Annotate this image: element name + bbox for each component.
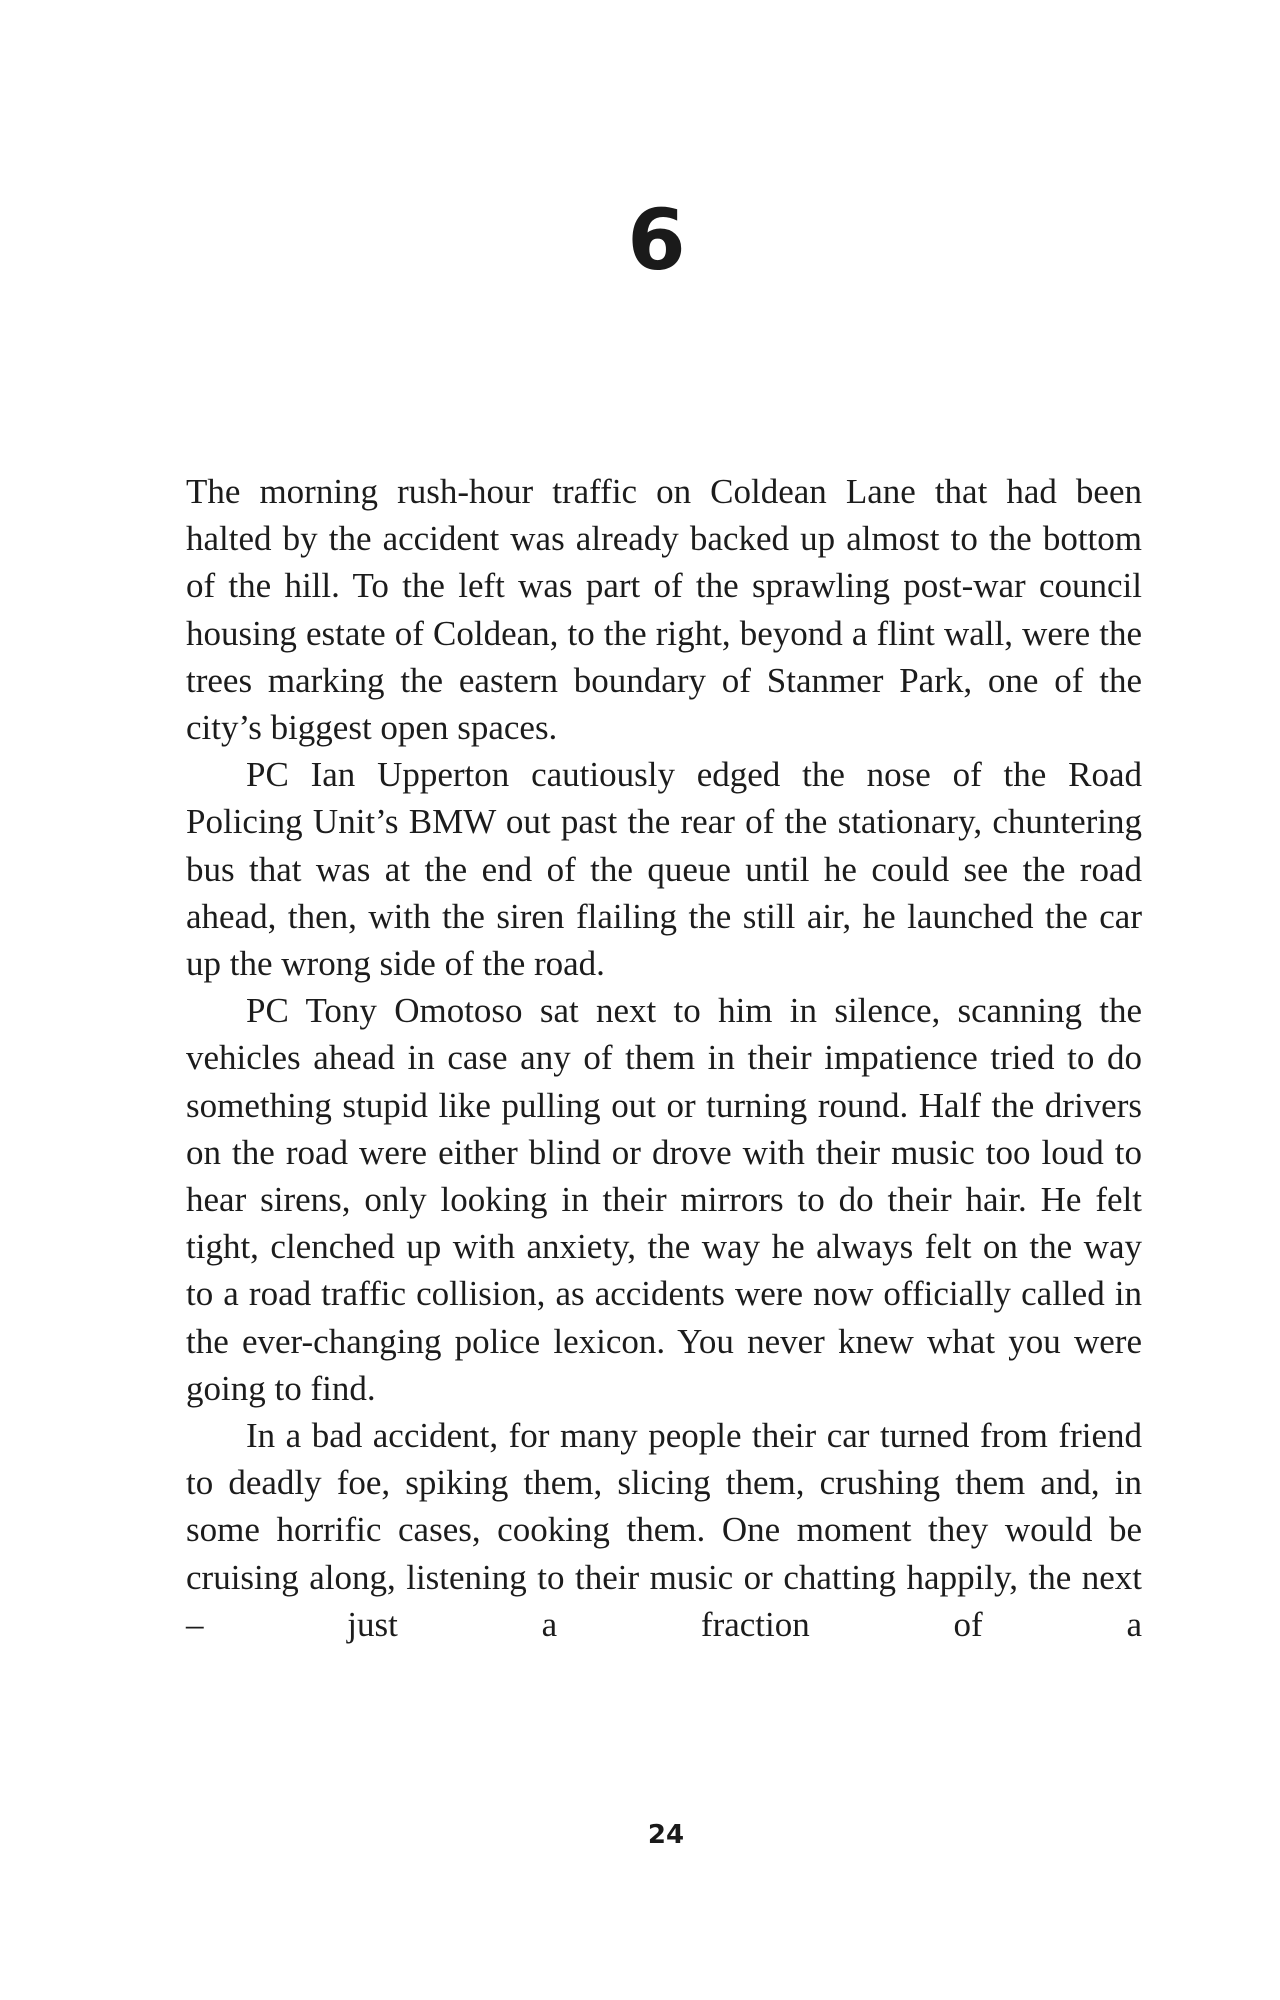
paragraph-4: In a bad accident, for many people their car turned from friend to deadly foe, spiking them, slicing them, crushing them and, in some horrific cases, cooking them. One moment they would be cruising along, listening to their music or chatting happily, the next – just a fraction of a bbox=[186, 1416, 1142, 1644]
chapter-number: 6 bbox=[627, 191, 686, 289]
paragraph-1: The morning rush-hour traffic on Coldean Lane that had been halted by the accident was already backed up almost to the bottom of the hill. To the left was part of the sprawling post-war council housing estate of Coldean, to the right, beyond a flint wall, were the trees marking the eastern boundary of Stanmer Park, one of the city’s biggest open spaces. bbox=[186, 472, 1142, 748]
paragraph-2: PC Ian Upperton cautiously edged the nose of the Road Policing Unit’s BMW out past the rear of the stationary, chuntering bus that was at the end of the queue until he could see the road ahead, then, with the siren flailing the still air, he launched the car up the wrong side of the road. bbox=[186, 755, 1142, 984]
page-number: 24 bbox=[647, 1820, 685, 1850]
chapter-body bbox=[186, 468, 1142, 1648]
paragraph-3: PC Tony Omotoso sat next to him in silence, scanning the vehicles ahead in case any of them in their impatience tried to do something stupid like pulling out or turning round. Half the drivers on the road were either blind or drove with their music too loud to hear sirens, only looking in their mirrors to do their hair. He felt tight, clenched up with anxiety, the way he always felt on the way to a road traffic collision, as accidents were now officially called in the ever-changing police lexicon. You never knew what you were going to find. bbox=[186, 991, 1142, 1408]
